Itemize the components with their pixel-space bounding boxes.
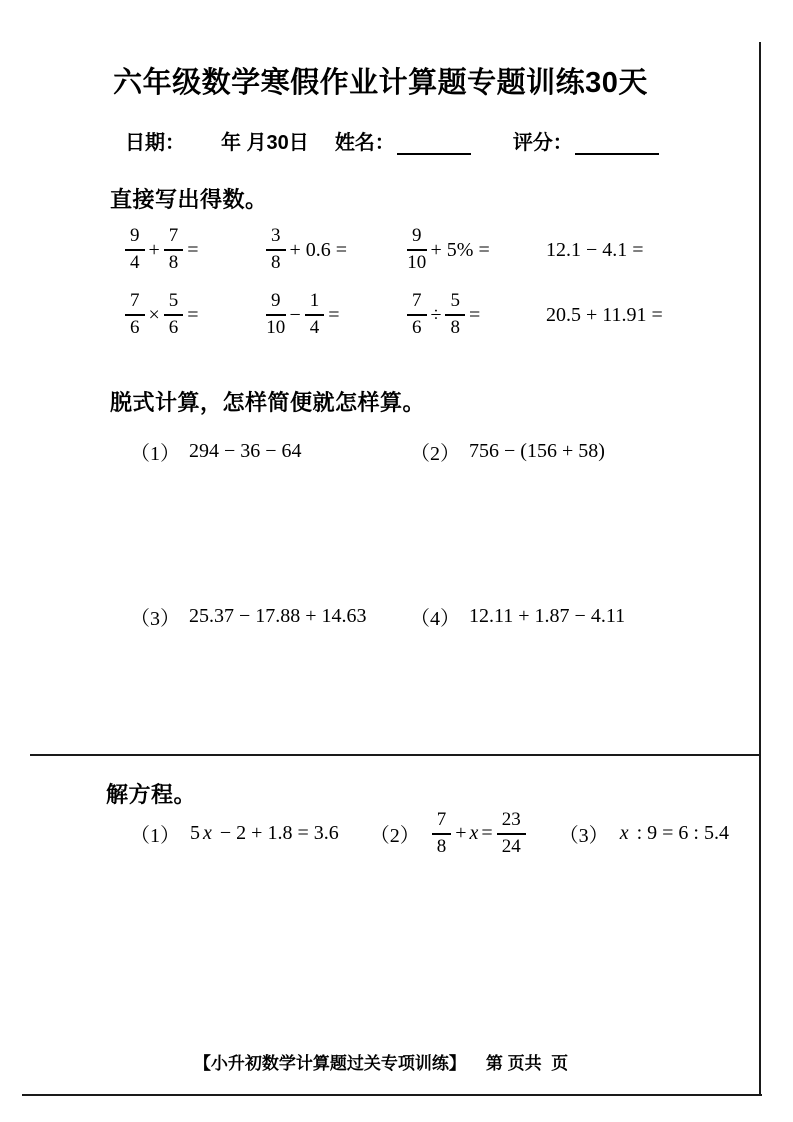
- oral-problem-7: $\frac{7}{6}$ ÷ $\frac{5}{8}$ =: [404, 291, 545, 339]
- fraction: $\frac{9}{10}$: [266, 290, 286, 338]
- oral-problem-5: $\frac{7}{6}$ × $\frac{5}{6}$ =: [122, 291, 263, 339]
- equation-problem-2: [370, 810, 529, 858]
- fraction: $\frac{1}{4}$: [305, 291, 325, 339]
- problem-number: （4）: [410, 607, 460, 630]
- problem-expression: 25.37 − 17.88 + 14.63: [189, 604, 367, 627]
- oral-problem-8: 20.5 + 11.91 =: [546, 303, 663, 326]
- fraction: $\frac{7}{6}$: [125, 291, 145, 339]
- oral-problem-6: $\frac{9}{10}$ − $\frac{1}{4}$ =: [266, 290, 340, 338]
- name-label: 姓名：: [334, 132, 395, 154]
- problem-number: （2）: [410, 442, 460, 465]
- step-problem-4: [410, 602, 625, 631]
- equation-problem-3: [559, 819, 730, 848]
- fraction: $\frac{3}{8}$: [266, 226, 286, 274]
- section-heading-step-calculation: 脱式计算，怎样简便就怎样算。: [110, 390, 426, 415]
- score-blank-line: [575, 137, 659, 155]
- step-problem-3: [130, 602, 410, 631]
- footer-page-info: 第 页共 页: [485, 1054, 569, 1073]
- page-right-border: [759, 42, 761, 1096]
- meta-row: [125, 129, 661, 155]
- oral-problem-2: $\frac{3}{8}$ + 0.6 =: [263, 226, 404, 274]
- fraction: $\frac{5}{6}$: [164, 291, 184, 339]
- page-title: 六年级数学寒假作业计算题专题训练30天: [113, 67, 648, 99]
- section-divider-line: [30, 754, 761, 756]
- oral-problem-3: $\frac{9}{10}$ + 5% =: [407, 225, 490, 273]
- problem-expression: 294 − 36 − 64: [189, 439, 302, 462]
- fraction: $\frac{7}{8}$: [164, 226, 184, 274]
- equation-expression: x : 9 = 6 : 5.4: [619, 822, 729, 845]
- equation-expression: $\frac{7}{8}$ + x = $\frac{23}{24}$: [429, 810, 529, 858]
- page-footer: [0, 1049, 762, 1074]
- section-heading-oral-calculation: 直接写出得数。: [110, 187, 268, 212]
- fraction: $\frac{7}{6}$: [407, 291, 427, 339]
- oral-problems-grid: [122, 222, 664, 343]
- fraction: $\frac{5}{8}$: [445, 291, 465, 339]
- problem-number: （3）: [130, 607, 180, 630]
- name-blank-line: [397, 137, 471, 155]
- oral-problem-1: $\frac{9}{4}$ + $\frac{7}{8}$ =: [122, 226, 263, 274]
- date-label: 日期：: [125, 132, 185, 154]
- score-label: 评分：: [512, 132, 573, 154]
- oral-problem-4: 12.1 − 4.1 =: [546, 238, 644, 261]
- date-value: 年 月30日: [221, 132, 309, 154]
- step-problem-2: [410, 437, 625, 466]
- equation-problem-1: [130, 819, 340, 848]
- section-heading-solve-equations: 解方程。: [106, 782, 197, 807]
- equation-expression: 5 x − 2 + 1.8 = 3.6: [190, 822, 339, 845]
- page-bottom-border: [22, 1094, 762, 1096]
- problem-number: （2）: [369, 825, 420, 848]
- fraction: $\frac{9}{4}$: [125, 226, 145, 274]
- fraction: $\frac{7}{8}$: [432, 810, 452, 858]
- fraction: $\frac{23}{24}$: [497, 810, 526, 858]
- equation-problems-row: [130, 810, 730, 858]
- step-problems-grid: [130, 436, 625, 631]
- problem-number: （1）: [130, 442, 180, 465]
- problem-expression: 756 − (156 + 58): [469, 439, 605, 462]
- footer-series-title: 【小升初数学计算题过关专项训练】: [193, 1054, 466, 1073]
- problem-expression: 12.11 + 1.87 − 4.11: [469, 604, 626, 627]
- step-problem-1: [130, 437, 410, 466]
- problem-number: （3）: [558, 825, 609, 848]
- fraction: $\frac{9}{10}$: [407, 225, 427, 273]
- problem-number: （1）: [130, 825, 180, 848]
